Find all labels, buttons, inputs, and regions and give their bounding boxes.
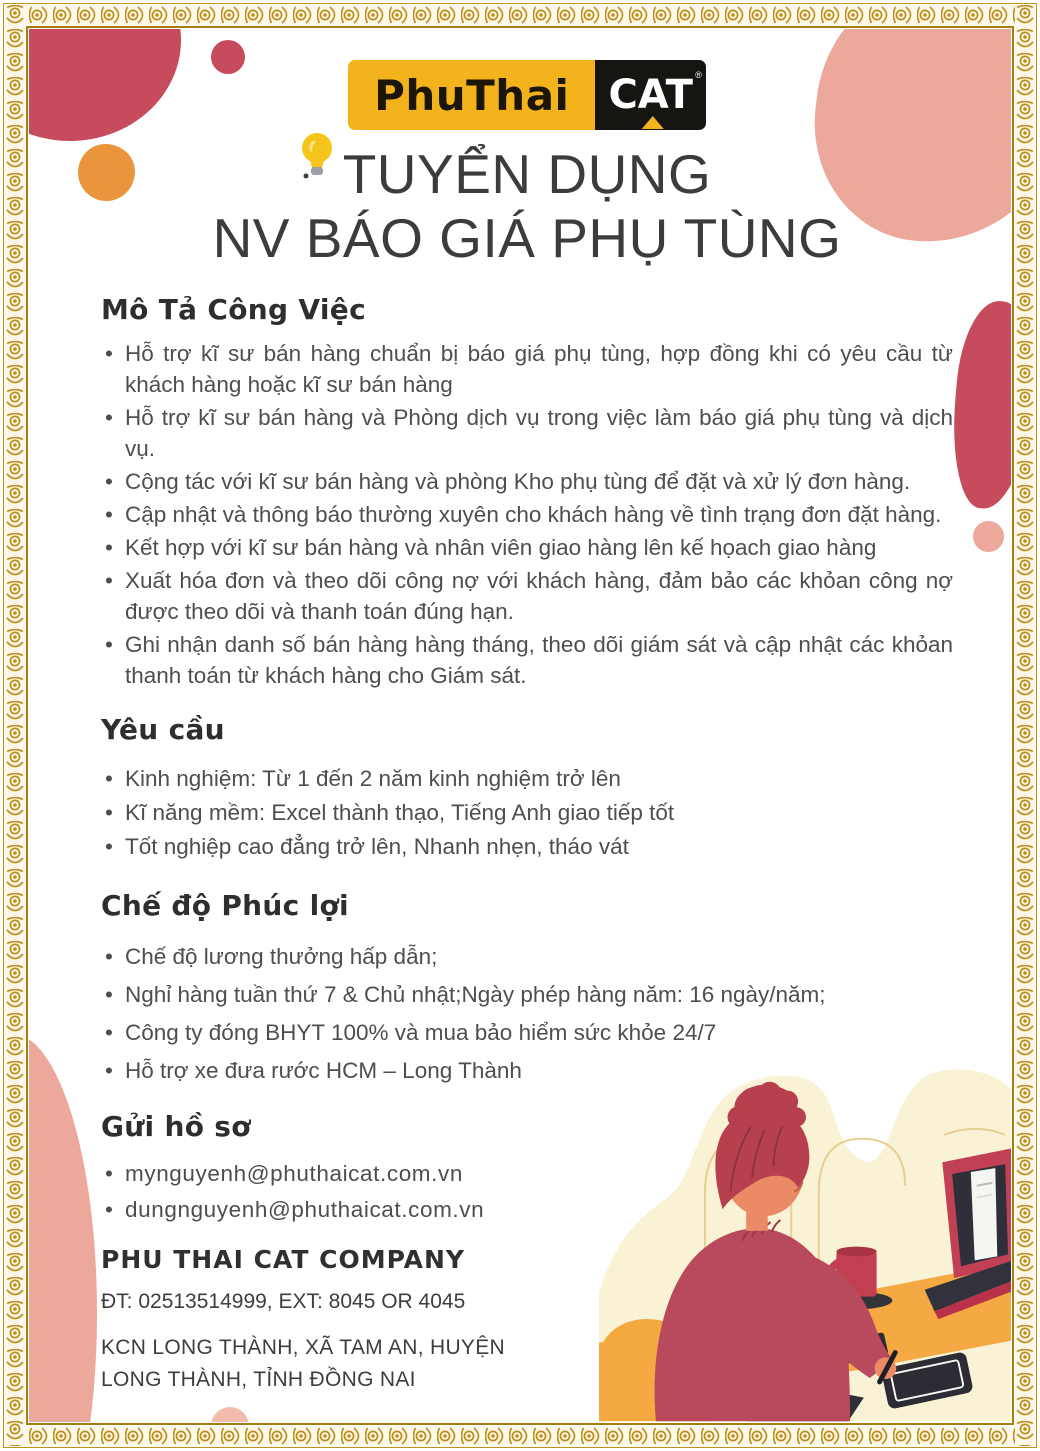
list-item: • Tốt nghiệp cao đẳng trở lên, Nhanh nhẹn, tháo vát [101,830,953,864]
list-item: • Hỗ trợ kĩ sư bán hàng chuẩn bị báo giá phụ tùng, hợp đồng khi có yêu cầu từ khách hàng hoặc kĩ sư bán hàng [101,338,953,400]
apply-heading: Gửi hồ sơ [101,1109,251,1143]
job-description-heading: Mô Tả Công Việc [101,292,366,326]
list-item: • dungnguyenh@phuthaicat.com.vn [101,1195,953,1225]
cat-logo-box [595,60,706,130]
list-item: • Nghỉ hàng tuần thứ 7 & Chủ nhật;Ngày phép hàng năm: 16 ngày/năm; [101,980,953,1010]
list-item: • Chế độ lương thưởng hấp dẫn; [101,942,953,972]
section-apply [101,1110,953,1225]
cat-wordmark: CAT [608,72,693,118]
lightbulb-icon [297,130,337,182]
list-item: • Hỗ trợ kĩ sư bán hàng và Phòng dịch vụ trong việc làm báo giá phụ tùng và dịch vụ. [101,402,953,464]
phuthai-cat-logo [348,60,706,130]
list-item: • Hỗ trợ xe đưa rước HCM – Long Thành [101,1056,953,1086]
company-phone: ĐT: 02513514999, EXT: 8045 OR 4045 [101,1289,466,1313]
title-line-1: TUYỂN DỤNG [343,142,712,206]
section-benefits [101,889,953,1086]
requirements-list [101,762,953,864]
apply-email-list [101,1159,953,1225]
flyer-copy [29,60,1011,1397]
flyer-content [29,29,1011,1422]
list-item: • mynguyenh@phuthaicat.com.vn [101,1159,953,1189]
benefits-heading: Chế độ Phúc lợi [101,888,349,922]
list-item: • Ghi nhận danh số bán hàng hàng tháng, theo dõi giám sát và cập nhật các khỏan thanh toán từ khách hàng cho Giám sát. [101,629,953,691]
frame-ornament-left [5,5,25,1446]
list-item: • Kĩ năng mềm: Excel thành thạo, Tiếng Anh giao tiếp tốt [101,796,953,830]
phuthai-logo-box [348,60,595,130]
job-description-list [101,338,953,691]
phuthai-wordmark: PhuThai [374,70,570,120]
list-item: • Xuất hóa đơn và theo dõi công nợ với khách hàng, đảm bảo các khỏan công nợ được theo dõi và thanh toán đúng hạn. [101,565,953,627]
list-item: • Công ty đóng BHYT 100% và mua bảo hiểm sức khỏe 24/7 [101,1018,953,1048]
section-requirements [101,713,953,864]
frame-ornament-bottom [5,1426,1035,1446]
poster-title [101,142,953,271]
section-job-description [101,293,953,691]
company-address: KCN LONG THÀNH, XÃ TAM AN, HUYỆN LONG THÀNH, TỈNH ĐỒNG NAI [101,1335,506,1392]
list-item: • Cập nhật và thông báo thường xuyên cho khách hàng về tình trạng đơn đặt hàng. [101,499,953,530]
decor-dot-bottom [211,1407,249,1422]
list-item: • Kinh nghiệm: Từ 1 đến 2 năm kinh nghiệm trở lên [101,762,953,796]
frame-ornament-right [1015,5,1035,1446]
requirements-heading: Yêu cầu [101,712,225,746]
list-item: • Cộng tác với kĩ sư bán hàng và phòng Kho phụ tùng để đặt và xử lý đơn hàng. [101,466,953,497]
title-line-2: NV BÁO GIÁ PHỤ TÙNG [212,207,842,270]
registered-mark: ® [695,70,702,80]
frame-ornament-top [5,5,1035,25]
benefits-list [101,942,953,1086]
list-item: • Kết hợp với kĩ sư bán hàng và nhân viên giao hàng lên kế họach giao hàng [101,532,953,563]
cat-triangle-icon [641,116,663,129]
company-name: PHU THAI CAT COMPANY [101,1244,465,1274]
